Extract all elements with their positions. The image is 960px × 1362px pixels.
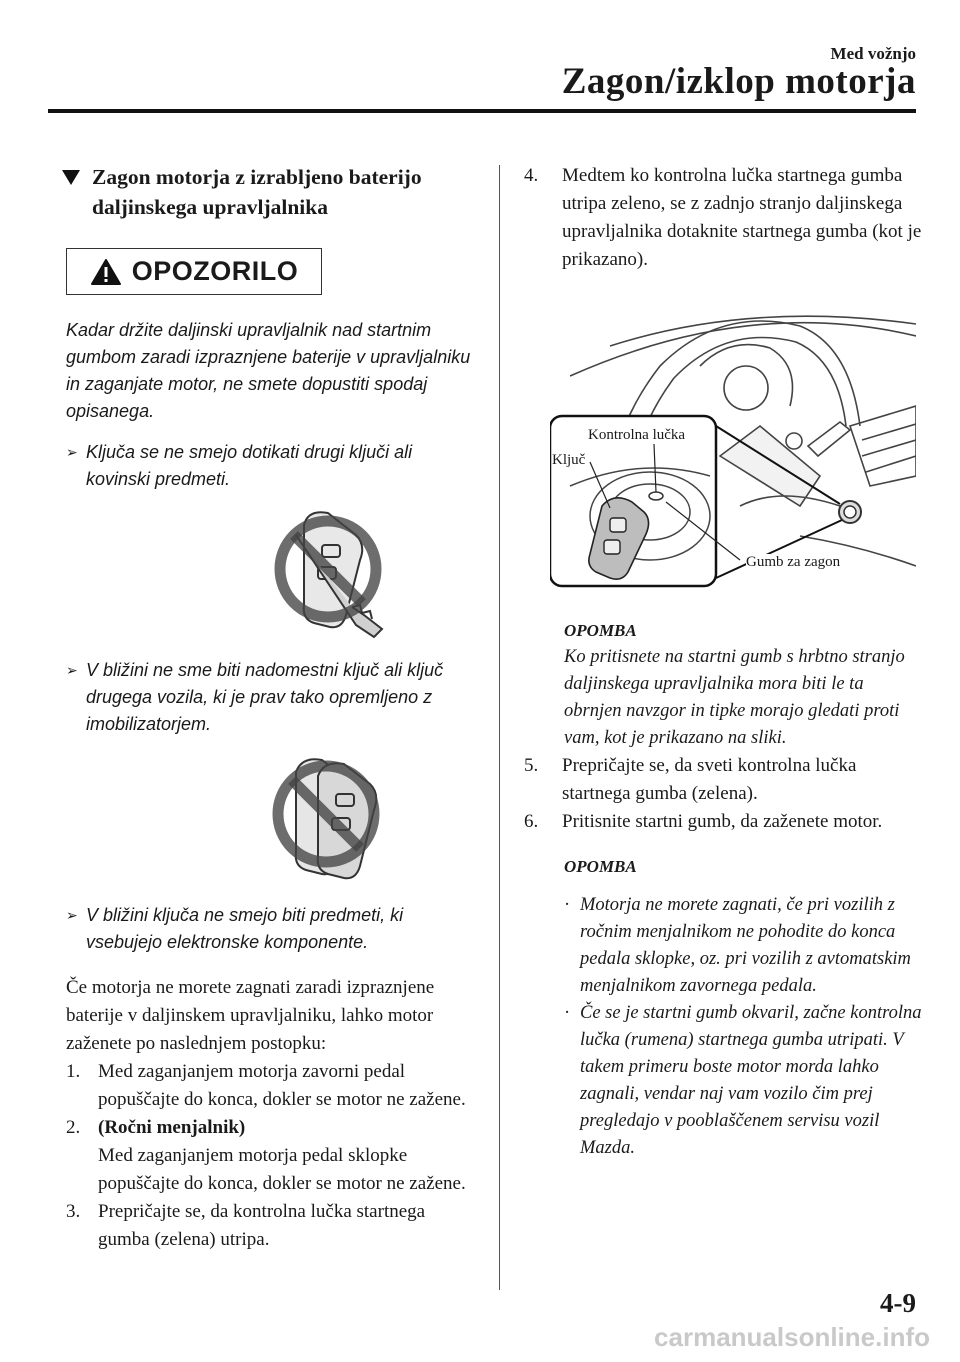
warning-bullet: ➢ V bližini ključa ne smejo biti predmeti, ki vsebujejo elektronske komponente. bbox=[66, 902, 478, 956]
note-label: OPOMBA bbox=[564, 621, 637, 640]
note-text: Ko pritisnete na startni gumb s hrbtno stranjo daljinskega upravljalnika mora biti le ta obrnjen navzgor in tipke morajo gledati proti vam, kot je prikazano na sliki. bbox=[564, 647, 905, 748]
header-section: Med vožnjo bbox=[830, 44, 916, 63]
note-label: OPOMBA bbox=[564, 857, 637, 876]
warning-body: Kadar držite daljinski upravljalnik nad startnim gumbom zaradi izpraznjene baterije v upravljalniku in zaganjate motor, ne smete dopustiti spodaj opisanega. bbox=[66, 320, 471, 421]
heading-line-2: daljinskega upravljalnika bbox=[92, 195, 328, 219]
warning-bullet: ➢ Ključa se ne smejo dotikati drugi ključi ali kovinski predmeti. bbox=[66, 439, 478, 493]
step-item: 3. Prepričajte se, da kontrolna lučka startnega gumba (zelena) utripa. bbox=[66, 1201, 426, 1250]
arrow-bullet-icon: ➢ bbox=[66, 662, 78, 678]
arrow-bullet-icon: ➢ bbox=[66, 444, 78, 460]
dot-bullet-icon: · bbox=[564, 1003, 571, 1023]
note-bullet: · Motorja ne morete zagnati, če pri vozilih z ročnim menjalnikom ne pohodite do konca pedala sklopke, oz. pri vozilih z avtomatskim menjalnikom zavornega pedala. bbox=[564, 892, 924, 1000]
prohibited-spare-key-figure bbox=[256, 750, 406, 890]
callout-indicator-light: Kontrolna lučka bbox=[588, 427, 686, 443]
header-rule bbox=[48, 109, 916, 113]
step-item: 6. Pritisnite startni gumb, da zaženete motor. bbox=[524, 811, 883, 832]
arrow-bullet-icon: ➢ bbox=[66, 907, 78, 923]
step-item: 4. Medtem ko kontrolna lučka startnega gumba utripa zeleno, se z zadnjo stranjo daljinskega upravljalnika dotaknite startnega gumba (kot je prikazano). bbox=[524, 165, 922, 270]
right-column bbox=[524, 162, 924, 1162]
watermark: carmanualsonline.info bbox=[654, 1322, 930, 1352]
step-subheading: (Ročni menjalnik) bbox=[98, 1117, 246, 1138]
heading-line-1: Zagon motorja z izrabljeno baterijo bbox=[92, 165, 422, 189]
step-item: 1. Med zaganjanjem motorja zavorni pedal popuščajte do konca, dokler se motor ne zažene. bbox=[66, 1061, 466, 1110]
step-item: 5. Prepričajte se, da sveti kontrolna lučka startnega gumba (zelena). bbox=[524, 755, 857, 804]
column-divider bbox=[499, 165, 500, 1290]
note-bullet: · Če se je startni gumb okvaril, začne kontrolna lučka (rumena) startnega gumba utripati. V takem primeru boste motor morda lahko zagnali, vendar naj vam vozilo čim prej pregledajo v pooblaščenem servisu vozil Mazda. bbox=[564, 1000, 924, 1162]
left-column bbox=[66, 162, 478, 1254]
start-button-figure bbox=[550, 306, 916, 596]
page-title: Zagon/izklop motorja bbox=[561, 61, 916, 102]
prohibited-key-contact-figure bbox=[256, 505, 406, 645]
dot-bullet-icon: · bbox=[564, 895, 571, 915]
warning-box bbox=[66, 248, 322, 295]
step-item: 2. (Ročni menjalnik) Med zaganjanjem motorja pedal sklopke popuščajte do konca, dokler se motor ne zažene. bbox=[66, 1117, 466, 1194]
page-number: 4-9 bbox=[880, 1288, 916, 1318]
warning-triangle-icon bbox=[90, 258, 122, 286]
warning-bullet: ➢ V bližini ne sme biti nadomestni ključ ali ključ drugega vozila, ki je prav tako opremljeno z imobilizatorjem. bbox=[66, 657, 478, 738]
callout-start-button: Gumb za zagon bbox=[746, 554, 841, 570]
warning-label: OPOZORILO bbox=[131, 256, 299, 286]
section-heading bbox=[62, 162, 478, 222]
triangle-marker-icon bbox=[62, 170, 80, 185]
dashboard-illustration bbox=[550, 306, 916, 596]
callout-key: Ključ bbox=[552, 452, 586, 468]
intro-paragraph: Če motorja ne morete zagnati zaradi izpraznjene baterije v daljinskem upravljalniku, lahko motor zaženete po naslednjem postopku: bbox=[66, 977, 435, 1054]
